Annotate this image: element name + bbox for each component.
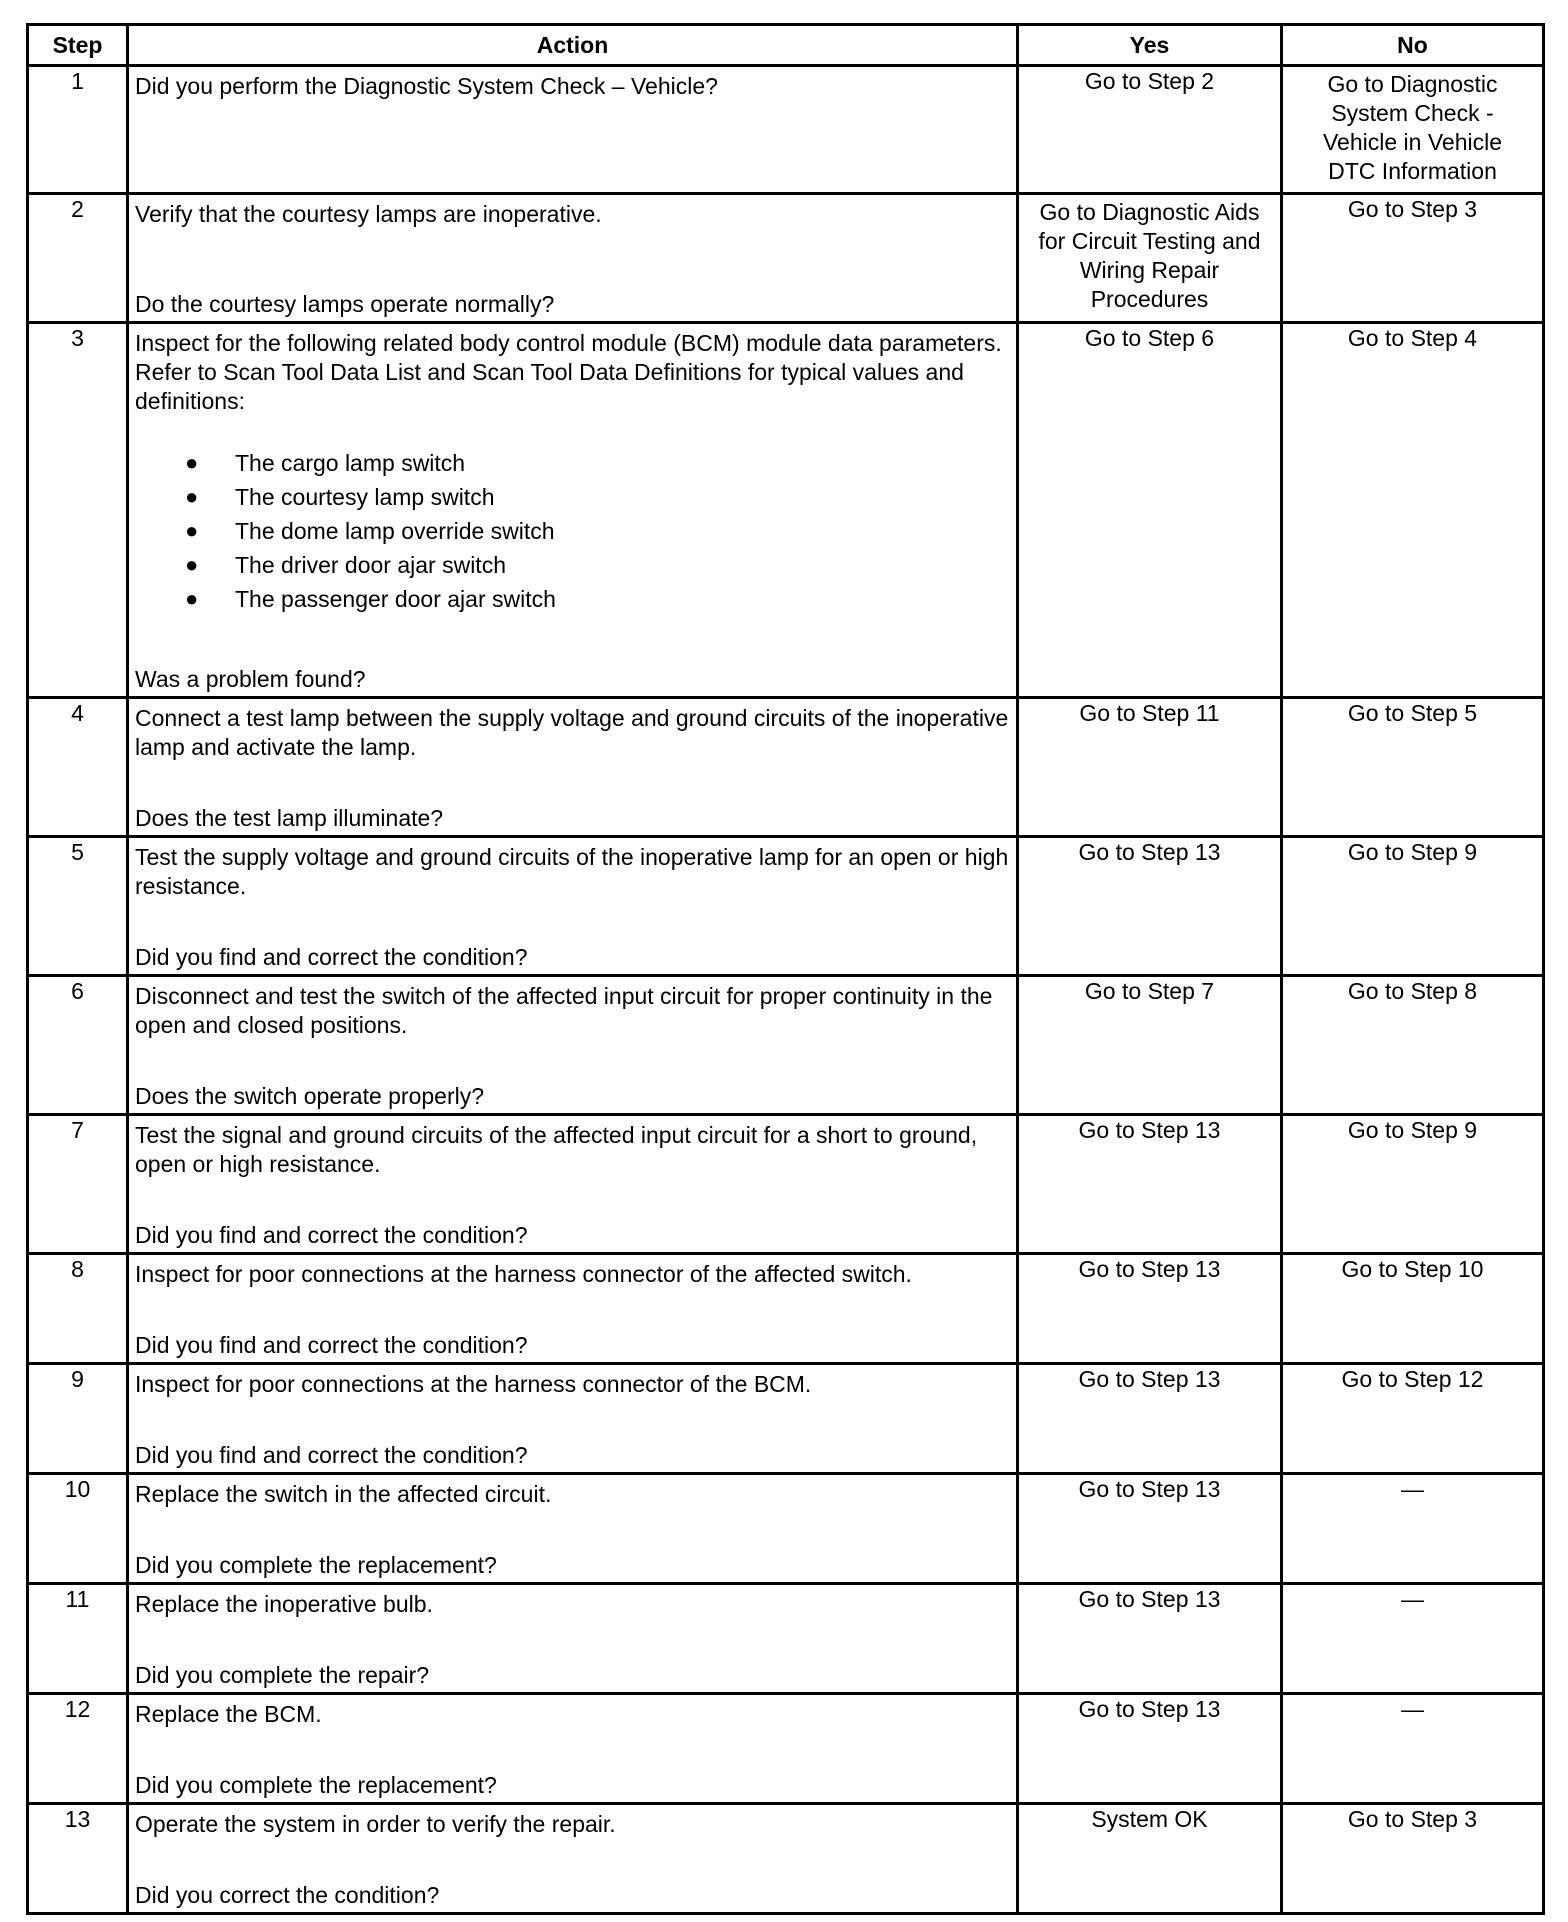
action-cell: [128, 1584, 1018, 1694]
table-row: [28, 976, 1544, 1115]
table-row: [28, 1254, 1544, 1364]
table-row: [28, 698, 1544, 837]
bullet-icon: ●: [185, 518, 199, 543]
action-cell: [128, 976, 1018, 1115]
header-yes: Yes: [1018, 25, 1282, 66]
yes-cell: Go to Step 13: [1018, 1584, 1282, 1694]
action-question: Was a problem found?: [135, 666, 366, 692]
action-text: Test the signal and ground circuits of the affected input circuit for a short to ground, open or high resistance.: [135, 1122, 978, 1177]
action-cell: [128, 1364, 1018, 1474]
action-cell: [128, 323, 1018, 698]
diagnostic-table: [26, 23, 1545, 1915]
table-row: [28, 1474, 1544, 1584]
yes-cell: Go to Step 13: [1018, 837, 1282, 976]
bullet-icon: ●: [185, 586, 199, 611]
step-number: 5: [28, 837, 128, 976]
yes-cell: System OK: [1018, 1804, 1282, 1914]
action-text: Verify that the courtesy lamps are inoperative.: [135, 201, 602, 227]
header-no: No: [1282, 25, 1544, 66]
action-text: Operate the system in order to verify the repair.: [135, 1811, 616, 1837]
step-number: 1: [28, 66, 128, 194]
step-number: 3: [28, 323, 128, 698]
action-question: Did you complete the repair?: [135, 1662, 430, 1688]
bullet-icon: ●: [185, 484, 199, 509]
action-text: Replace the switch in the affected circuit.: [135, 1481, 552, 1507]
action-text: Disconnect and test the switch of the affected input circuit for proper continuity in the open and closed positions.: [135, 983, 993, 1038]
bullet-icon: ●: [185, 450, 199, 475]
list-item: ● The courtesy lamp switch: [135, 480, 1010, 514]
action-text: Connect a test lamp between the supply voltage and ground circuits of the inoperative lamp and activate the lamp.: [135, 705, 1009, 760]
action-question: Does the switch operate properly?: [135, 1083, 485, 1109]
action-text: Inspect for poor connections at the harness connector of the affected switch.: [135, 1261, 912, 1287]
action-text: Did you perform the Diagnostic System Check – Vehicle?: [135, 73, 718, 99]
table-row: [28, 194, 1544, 323]
action-text: Replace the inoperative bulb.: [135, 1591, 433, 1617]
action-cell: [128, 1694, 1018, 1804]
yes-cell: Go to Step 13: [1018, 1364, 1282, 1474]
table-row: [28, 1364, 1544, 1474]
no-cell: Go to Step 5: [1282, 698, 1544, 837]
step-number: 6: [28, 976, 128, 1115]
table-row: [28, 323, 1544, 698]
action-question: Did you find and correct the condition?: [135, 1222, 528, 1248]
yes-cell: Go to Diagnostic Aids for Circuit Testing and Wiring Repair Procedures: [1018, 194, 1282, 323]
list-item: ● The driver door ajar switch: [135, 548, 1010, 582]
action-cell: [128, 698, 1018, 837]
list-item: ● The cargo lamp switch: [135, 446, 1010, 480]
table-row: [28, 1804, 1544, 1914]
header-action: Action: [128, 25, 1018, 66]
list-item: ● The passenger door ajar switch: [135, 582, 1010, 616]
action-question: Did you find and correct the condition?: [135, 1442, 528, 1468]
no-cell: Go to Step 8: [1282, 976, 1544, 1115]
yes-cell: Go to Step 13: [1018, 1115, 1282, 1254]
step-number: 8: [28, 1254, 128, 1364]
step-number: 7: [28, 1115, 128, 1254]
header-row: [28, 25, 1544, 66]
no-cell: Go to Step 12: [1282, 1364, 1544, 1474]
action-question: Does the test lamp illuminate?: [135, 805, 444, 831]
yes-cell: Go to Step 7: [1018, 976, 1282, 1115]
yes-cell: Go to Step 13: [1018, 1694, 1282, 1804]
yes-cell: Go to Step 2: [1018, 66, 1282, 194]
step-number: 10: [28, 1474, 128, 1584]
action-cell: [128, 1804, 1018, 1914]
list-item: ● The dome lamp override switch: [135, 514, 1010, 548]
no-cell: Go to Step 4: [1282, 323, 1544, 698]
action-question: Did you correct the condition?: [135, 1882, 440, 1908]
yes-cell: Go to Step 13: [1018, 1474, 1282, 1584]
no-cell: —: [1282, 1694, 1544, 1804]
table-row: [28, 1694, 1544, 1804]
action-text: Inspect for the following related body control module (BCM) module data parameters. Refer to Scan Tool Data List and Scan Tool Data Definitions for typical values and definitions:: [135, 330, 1002, 414]
action-question: Did you find and correct the condition?: [135, 1332, 528, 1358]
no-cell: Go to Step 9: [1282, 837, 1544, 976]
yes-cell: Go to Step 6: [1018, 323, 1282, 698]
step-number: 2: [28, 194, 128, 323]
bullet-icon: ●: [185, 552, 199, 577]
action-cell: [128, 194, 1018, 323]
no-cell: Go to Step 10: [1282, 1254, 1544, 1364]
action-cell: [128, 1474, 1018, 1584]
action-cell: [128, 1254, 1018, 1364]
no-cell: Go to Step 9: [1282, 1115, 1544, 1254]
no-cell: —: [1282, 1474, 1544, 1584]
parameter-list: [135, 446, 1010, 616]
table-row: [28, 66, 1544, 194]
table-row: [28, 837, 1544, 976]
yes-cell: Go to Step 11: [1018, 698, 1282, 837]
header-step: Step: [28, 25, 128, 66]
no-cell: Go to Step 3: [1282, 194, 1544, 323]
step-number: 11: [28, 1584, 128, 1694]
step-number: 9: [28, 1364, 128, 1474]
action-question: Do the courtesy lamps operate normally?: [135, 291, 555, 317]
table-row: [28, 1115, 1544, 1254]
action-text: Test the supply voltage and ground circuits of the inoperative lamp for an open or high resistance.: [135, 844, 1009, 899]
action-text: Inspect for poor connections at the harness connector of the BCM.: [135, 1371, 812, 1397]
yes-cell: Go to Step 13: [1018, 1254, 1282, 1364]
no-cell: Go to Step 3: [1282, 1804, 1544, 1914]
action-cell: [128, 66, 1018, 194]
action-question: Did you complete the replacement?: [135, 1552, 497, 1578]
table-row: [28, 1584, 1544, 1694]
action-question: Did you find and correct the condition?: [135, 944, 528, 970]
step-number: 13: [28, 1804, 128, 1914]
action-cell: [128, 837, 1018, 976]
step-number: 4: [28, 698, 128, 837]
action-text: Replace the BCM.: [135, 1701, 322, 1727]
no-cell: Go to Diagnostic System Check - Vehicle in Vehicle DTC Information: [1282, 66, 1544, 194]
action-cell: [128, 1115, 1018, 1254]
action-question: Did you complete the replacement?: [135, 1772, 497, 1798]
step-number: 12: [28, 1694, 128, 1804]
no-cell: —: [1282, 1584, 1544, 1694]
